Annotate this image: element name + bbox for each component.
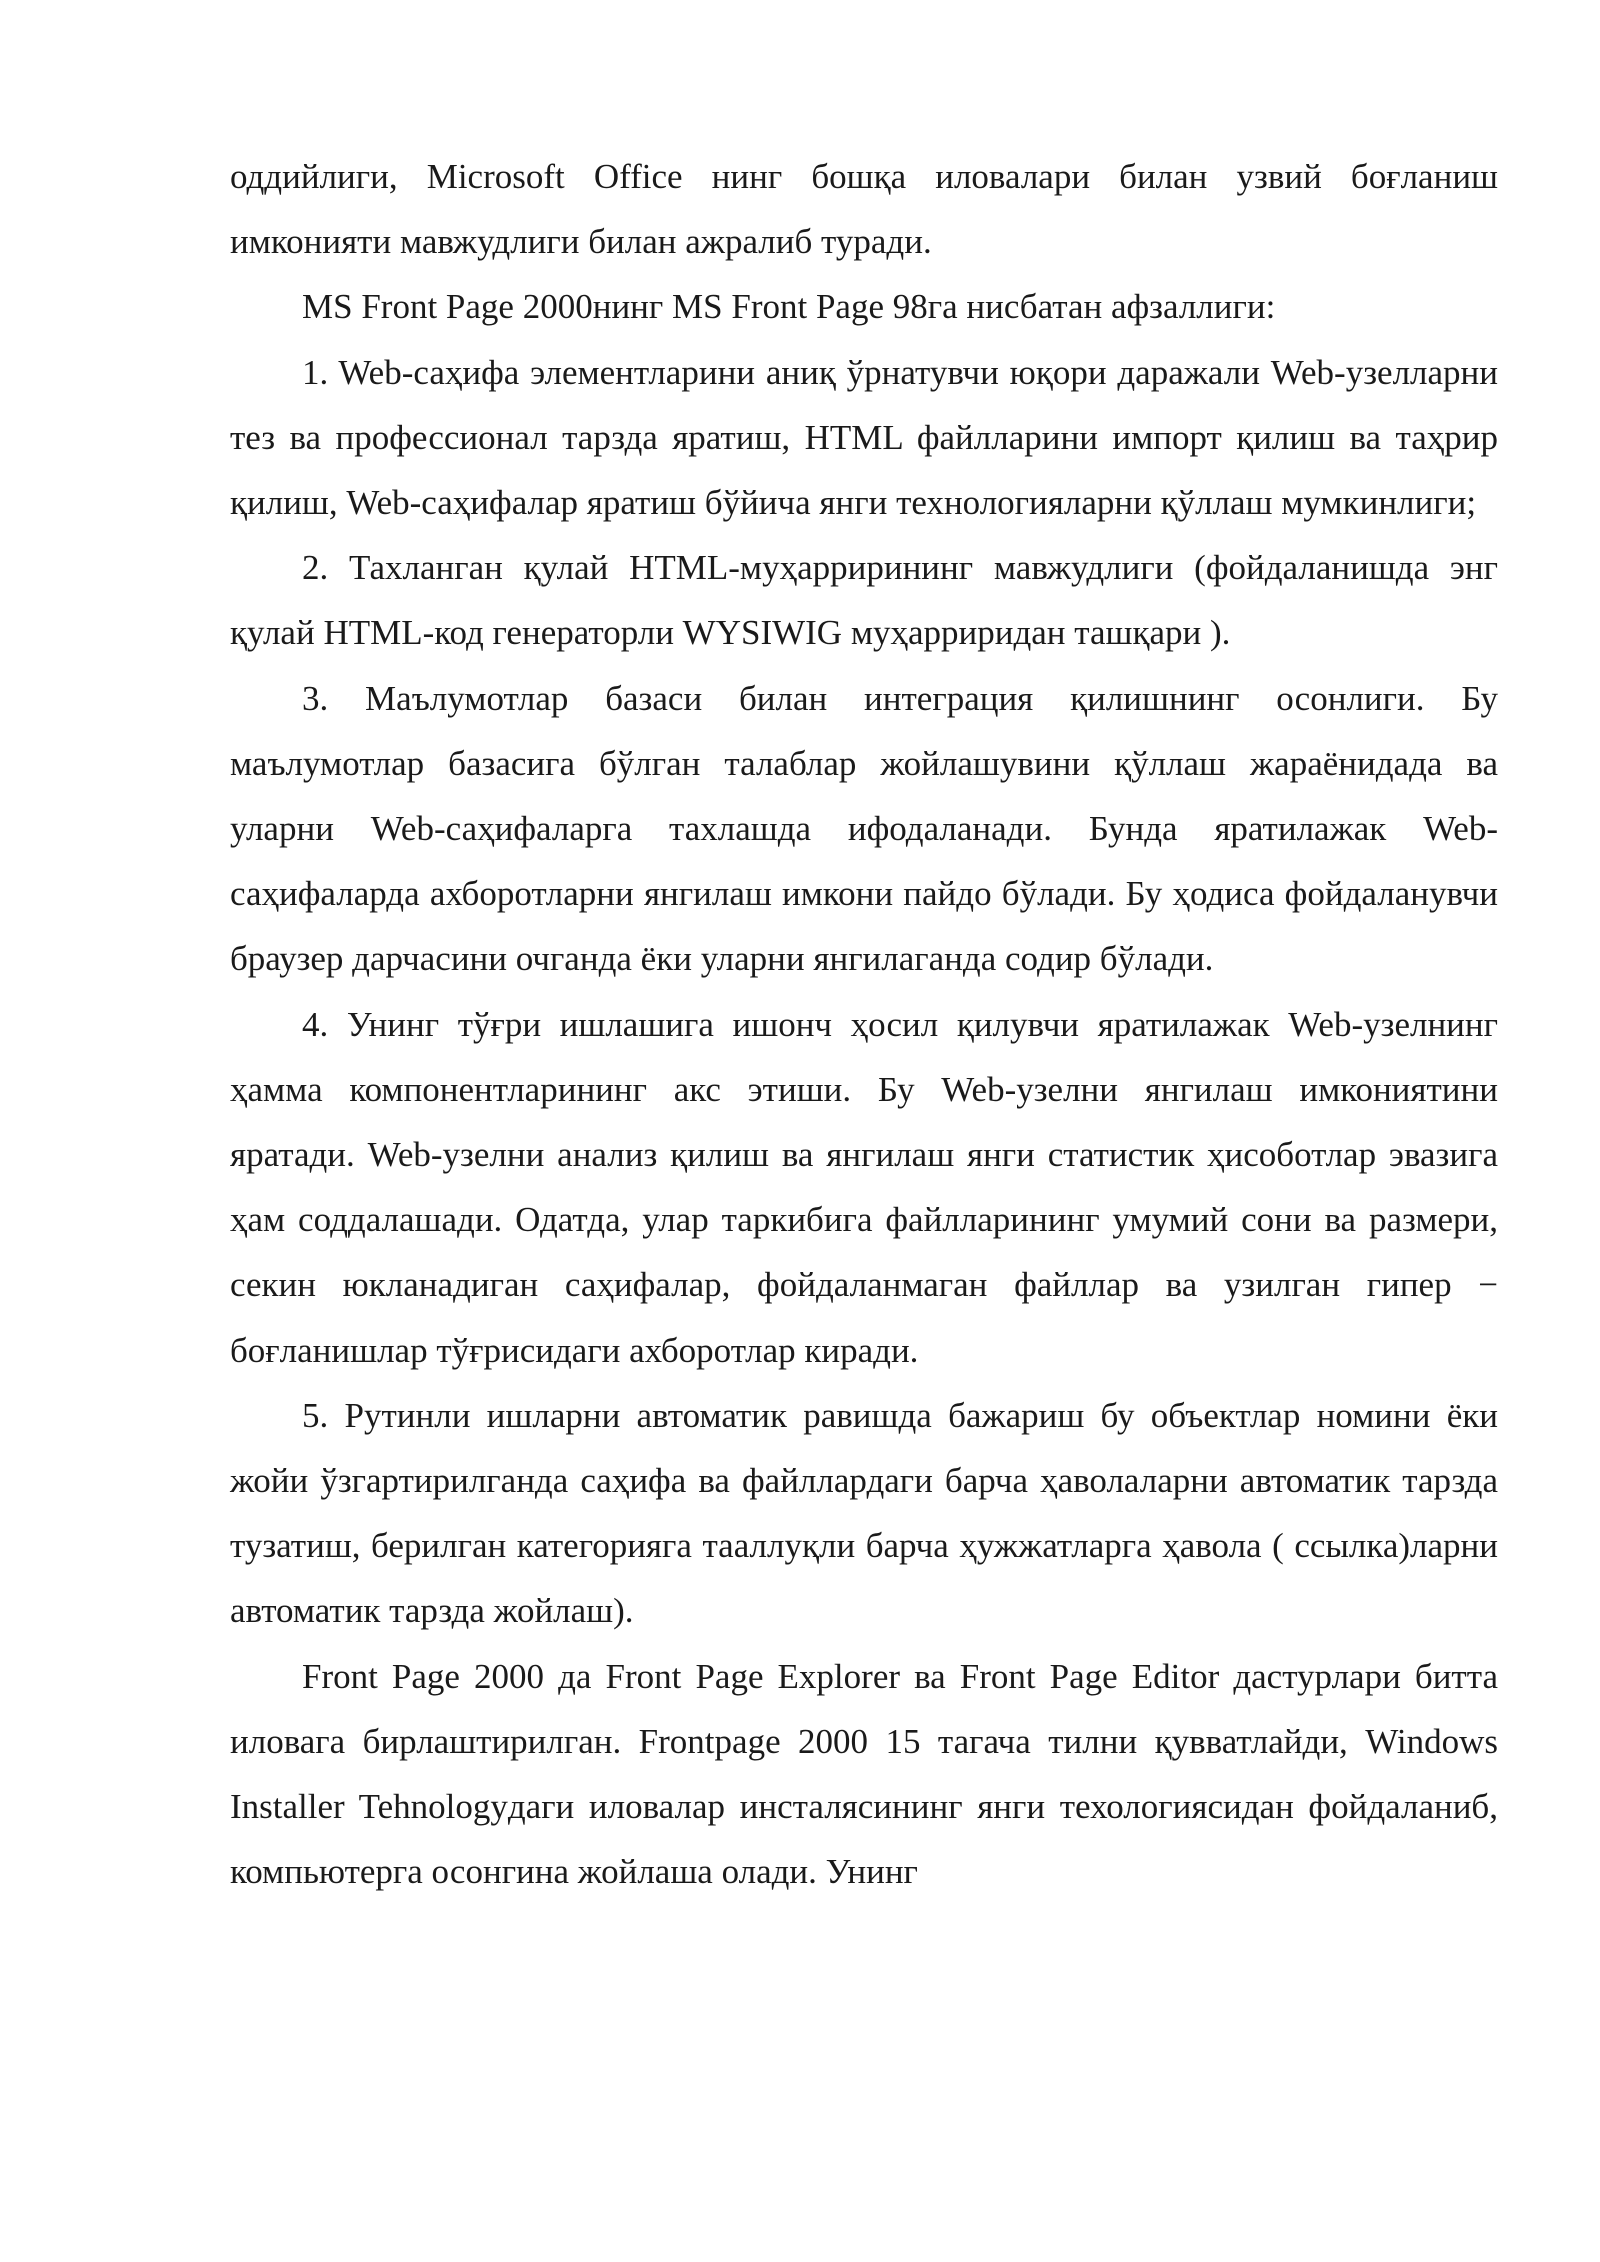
- paragraph-item-3: 3. Маълумотлар базаси билан интеграция қилишнинг осонлиги. Бу маълумотлар базасига бўлган талаблар жойлашувини қўллаш жараёнидада ва уларни Web-саҳифаларга тахлашда ифодаланади. Бунда яратилажак Web-саҳифаларда ахборотларни янгилаш имкони пайдо бўлади. Бу ҳодиса фойдаланувчи браузер дарчасини очганда ёки уларни янгилаганда содир бўлади.: [230, 678, 1498, 979]
- paragraph-item-2: 2. Тахланган қулай HTML-муҳаррирининг мавжудлиги (фойдаланишда энг қулай HTML-код генераторли WYSIWIG муҳарриридан ташқари ).: [230, 548, 1498, 653]
- paragraph-item-4: 4. Унинг тўғри ишлашига ишонч ҳосил қилувчи яратилажак Web-узелнинг ҳамма компонентларининг акс этиши. Бу Web-узелни янгилаш имкониятини яратади. Web-узелни анализ қилиш ва янгилаш янги статистик ҳисоботлар эвазига ҳам соддалашади. Одатда, улар таркибига файлларининг умумий сони ва размери, секин юкланадиган саҳифалар, фойдаланмаган файллар ва узилган гипер − боғланишлар тўғрисидаги ахборотлар киради.: [230, 1004, 1498, 1370]
- paragraph-advantages-heading: MS Front Page 2000нинг MS Front Page 98га нисбатан афзаллиги:: [302, 287, 1276, 327]
- paragraph-item-5: 5. Рутинли ишларни автоматик равишда бажариш бу объектлар номини ёки жойи ўзгартирилганда саҳифа ва файллардаги барча ҳаволаларни автоматик тарзда тузатиш, берилган категорияга тааллуқли барча ҳужжатларга ҳавола ( ссылка)ларни автоматик тарзда жойлаш).: [230, 1395, 1498, 1631]
- paragraph-item-1: 1. Web-саҳифа элементларини аниқ ўрнатувчи юқори даражали Web-узелларни тез ва профессионал тарзда яратиш, HTML файлларини импорт қилиш ва таҳрир қилиш, Web-саҳифалар яратиш бўйича янги технологияларни қўллаш мумкинлиги;: [230, 352, 1498, 523]
- document-body: [230, 144, 1498, 1904]
- paragraph-frontpage-2000: Front Page 2000 да Front Page Explorer ва Front Page Editor дастурлари битта иловага бирлаштирилган. Frontpage 2000 15 тагача тилни қувватлайди, Windows Installer Tehnologyдаги иловалар инсталясининг янги техологиясидан фойдаланиб, компьютерга осонгина жойлаша олади. Унинг: [230, 1656, 1498, 1892]
- paragraph-intro-continuation: оддийлиги, Microsoft Office нинг бошқа иловалари билан узвий боғланиш имконияти мавжудлиги билан ажралиб туради.: [230, 157, 1498, 262]
